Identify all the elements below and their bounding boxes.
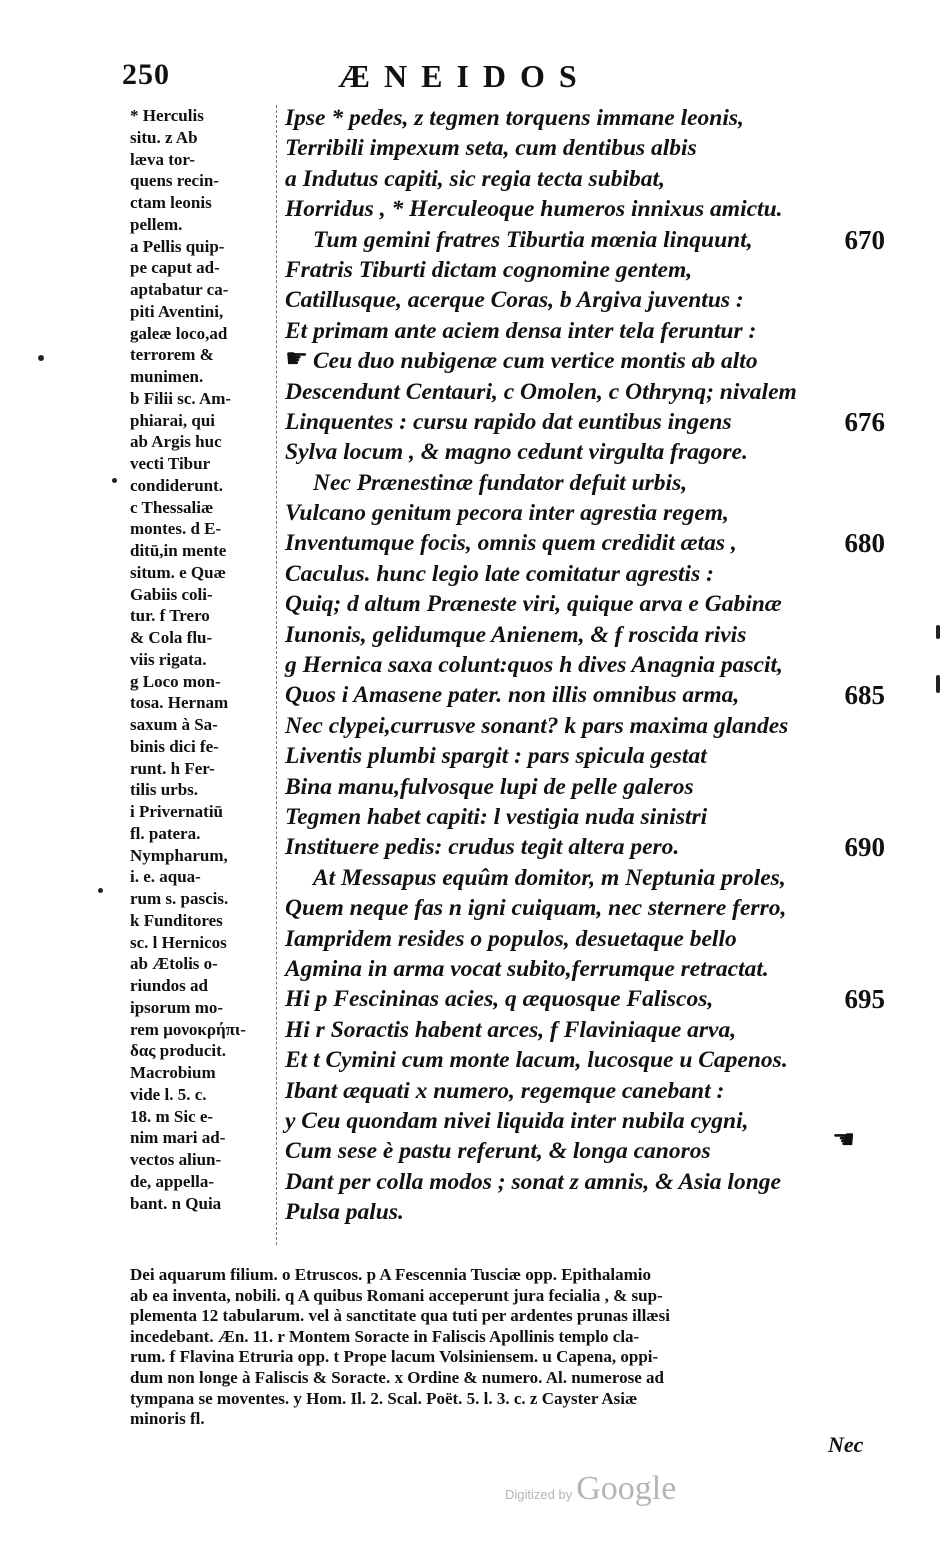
verse-line [285, 1136, 885, 1166]
verse-text: Ibant æquati x numero, regemque canebant : [285, 1077, 725, 1104]
verse-line [285, 103, 885, 133]
verse-text: Bina manu,fulvosque lupi de pelle galeros [285, 773, 694, 800]
side-note-line: binis dici fe- [130, 736, 219, 756]
verse-line [285, 863, 885, 893]
verse-line [285, 285, 885, 315]
line-number: 680 [844, 528, 885, 559]
side-note-line: bant. n Quia [130, 1193, 222, 1213]
verse-line [285, 893, 885, 923]
pointing-hand-icon: ☚ [832, 1125, 856, 1154]
verse-text: Et t Cymini cum monte lacum, lucosque u Capenos. [285, 1047, 788, 1074]
verse-text: y Ceu quondam nivei liquida inter nubila cygni, [285, 1107, 749, 1134]
verse-line [285, 528, 885, 558]
verse-line [285, 711, 885, 741]
side-note-line: δας producit. [130, 1041, 227, 1061]
verse-line [285, 316, 885, 346]
verse-text: At Messapus equûm domitor, m Neptunia proles, [313, 864, 786, 891]
verse-text: Descendunt Centauri, c Omolen, c Othrynq; nivalem [285, 378, 797, 405]
catchword: Nec [828, 1432, 864, 1457]
verse-line [285, 1197, 885, 1227]
verse-text: Sylva locum , & magno cedunt virgulta fragore. [285, 439, 748, 466]
line-number: 676 [844, 406, 885, 437]
verse-text: Linquentes : cursu rapido dat euntibus ingens [285, 408, 732, 435]
verse-text: Catillusque, acerque Coras, b Argiva juventus : [285, 287, 744, 314]
side-note-line: 18. m Sic e- [130, 1106, 214, 1126]
verse-line [285, 1076, 885, 1106]
side-note-line: ipsorum mo- [130, 997, 224, 1017]
verse-text: Ipse * pedes, z tegmen torquens immane leonis, [285, 105, 744, 131]
side-note-line: montes. d E- [130, 519, 222, 539]
verse-line [285, 255, 885, 285]
verse-text: a Indutus capiti, sic regia tecta subibat, [285, 165, 665, 192]
verse-line [285, 133, 885, 163]
verse-text: Nec clypei,currusve sonant? k pars maxima glandes [285, 712, 789, 739]
verse-column [285, 103, 885, 1227]
side-note-line: aptabatur ca- [130, 280, 229, 299]
footnote-line: Dei aquarum filium. o Etruscos. p A Fescennia Tusciæ opp. Epithalamio [130, 1265, 651, 1284]
side-note-line: galeæ loco,ad [130, 323, 228, 343]
ink-speck-mark [936, 675, 940, 693]
verse-line [285, 164, 885, 194]
side-note-line: viis rigata. [130, 649, 207, 669]
verse-line [285, 680, 885, 710]
verse-line [285, 498, 885, 528]
verse-text: Fratris Tiburti dictam cognomine gentem, [285, 256, 693, 283]
footnote-line: rum. f Flavina Etruria opp. t Prope lacum Volsiniensem. u Capena, oppi- [130, 1347, 659, 1367]
side-note-line: riundos ad [130, 976, 208, 995]
verse-line [285, 1045, 885, 1075]
verse-line [285, 559, 885, 589]
footnote-line: incedebant. Æn. 11. r Montem Soracte in Faliscis Apollinis templo cla- [130, 1326, 640, 1346]
line-number: 670 [844, 224, 885, 255]
side-note-line: tosa. Hernam [130, 693, 229, 713]
side-note-line: ctam leonis [130, 193, 212, 212]
verse-line [285, 1106, 885, 1136]
side-note-line: vectos aliun- [130, 1150, 222, 1169]
side-note-line: * Herculis [130, 106, 204, 125]
verse-line [285, 802, 885, 832]
verse-text: Instituere pedis: crudus tegit altera pero. [285, 834, 680, 861]
verse-text: Inventumque focis, omnis quem credidit ætas , [285, 530, 737, 557]
side-note-line: nim mari ad- [130, 1128, 226, 1148]
footnote-line: ab ea inventa, nobili. q A quibus Romani acceperunt jura fecialia , & sup- [130, 1285, 663, 1305]
side-note-line: sc. l Hernicos [130, 932, 227, 952]
verse-line [285, 1167, 885, 1197]
verse-text: Nec Prænestinæ fundator defuit urbis, [313, 469, 688, 496]
side-note-line: læva tor- [130, 149, 195, 169]
line-number: 685 [844, 680, 885, 711]
verse-text: Tegmen habet capiti: l vestigia nuda sinistri [285, 803, 708, 830]
side-note-line: piti Aventini, [130, 301, 224, 321]
side-note-line: i Privernatiū [130, 802, 224, 821]
verse-text: Caculus. hunc legio late comitatur agrestis : [285, 560, 714, 587]
side-note-line: ditū,in mente [130, 541, 227, 560]
footnote-line: dum non longe à Faliscis & Soracte. x Ordine & numero. Al. numerose ad [130, 1367, 664, 1387]
verse-text: Quos i Amasene pater. non illis omnibus arma, [285, 682, 740, 709]
side-note-line: situ. z Ab [130, 127, 198, 147]
side-note-line: situm. e Quæ [130, 562, 226, 582]
side-note-line: tur. f Trero [130, 606, 210, 626]
verse-text: Quiq; d altum Præneste viri, quique arva e Gabinæ [285, 591, 782, 618]
side-note-line: fl. patera. [130, 823, 201, 843]
footnote-line: minoris fl. [130, 1409, 205, 1429]
side-note-line: pe caput ad- [130, 258, 220, 278]
verse-text: g Hernica saxa colunt:quos h dives Anagnia pascit, [285, 652, 783, 679]
side-note-line: g Loco mon- [130, 671, 221, 691]
verse-line [285, 407, 885, 437]
verse-text: Iampridem resides o populos, desuetaque bello [285, 925, 737, 952]
side-note-line: k Funditores [130, 910, 223, 930]
verse-line [285, 589, 885, 619]
side-note-line: de, appella- [130, 1171, 215, 1191]
side-note-line: rum s. pascis. [130, 889, 229, 908]
verse-line [285, 346, 885, 376]
side-note-line: terrorem & [130, 345, 214, 365]
watermark-prefix: Digitized by [505, 1487, 573, 1502]
verse-line [285, 924, 885, 954]
side-note-line: condiderunt. [130, 475, 224, 495]
page-number: 250 [122, 58, 170, 91]
verse-line [285, 437, 885, 467]
verse-line [285, 772, 885, 802]
footnote-line: plementa 12 tabularum. vel à sanctitate qua tuti per ardentes prunas illæsi [130, 1306, 670, 1326]
verse-text: Dant per colla modos ; sonat z amnis, & Asia longe [285, 1168, 781, 1195]
side-note-line: a Pellis quip- [130, 236, 225, 256]
verse-line [285, 650, 885, 680]
side-note-line: vecti Tibur [130, 454, 211, 473]
side-note-line: ab Argis huc [130, 432, 222, 452]
side-note-line: & Cola flu- [130, 628, 213, 647]
line-number: 690 [844, 832, 885, 863]
verse-line [285, 620, 885, 650]
side-note-line: Gabiis coli- [130, 584, 213, 604]
footnotes-block [130, 1265, 880, 1430]
ink-speck-mark [98, 888, 103, 893]
verse-text: Agmina in arma vocat subito,ferrumque retractat. [285, 955, 769, 982]
verse-line [285, 741, 885, 771]
side-note-line: rem μονοκρήπι- [130, 1019, 246, 1039]
verse-text: Vulcano genitum pecora inter agrestia regem, [285, 500, 729, 527]
watermark-brand: Google [576, 1470, 677, 1507]
verse-text: Hi p Fescininas acies, q æquosque Faliscos, [285, 986, 714, 1013]
side-note-line: pellem. [130, 214, 183, 234]
side-note-line: saxum à Sa- [130, 715, 218, 734]
verse-line [285, 1015, 885, 1045]
verse-line [285, 984, 885, 1014]
side-note-line: Nympharum, [130, 845, 228, 865]
verse-line [285, 468, 885, 498]
side-note-line: vide l. 5. c. [130, 1084, 207, 1104]
verse-text: Hi r Soractis habent arces, f Flaviniaque arva, [285, 1016, 737, 1043]
verse-text: Et primam ante aciem densa inter tela feruntur : [285, 317, 757, 344]
verse-line [285, 954, 885, 984]
side-note-line: ab Ætolis o- [130, 954, 218, 974]
side-note-line: phiarai, qui [130, 410, 216, 430]
pointing-hand-icon: ☛ [285, 344, 309, 373]
ink-speck-mark [936, 625, 940, 639]
column-divider [276, 105, 278, 1245]
verse-line [285, 377, 885, 407]
ink-speck-mark [38, 355, 44, 361]
verse-text: Horridus , * Herculeoque humeros innixus amictu. [285, 196, 783, 223]
verse-text: Liventis plumbi spargit : pars spicula gestat [285, 743, 707, 770]
verse-line [285, 194, 885, 224]
verse-text: Quem neque fas n igni cuiquam, nec sternere ferro, [285, 895, 787, 922]
side-note-line: b Filii sc. Am- [130, 388, 232, 408]
side-note-line: quens recin- [130, 171, 219, 191]
verse-line [285, 832, 885, 862]
side-note-line: runt. h Fer- [130, 758, 215, 778]
page-header [0, 58, 947, 98]
verse-text: Ceu duo nubigenæ cum vertice montis ab alto [313, 348, 758, 375]
ink-speck-mark [112, 478, 117, 483]
footnote-line: tympana se moventes. y Hom. Il. 2. Scal. Poët. 5. l. 3. c. z Cayster Asiæ [130, 1388, 638, 1408]
verse-text: Terribili impexum seta, cum dentibus albis [285, 135, 697, 162]
digitized-watermark [505, 1470, 676, 1508]
side-note-line: i. e. aqua- [130, 867, 201, 887]
verse-text: Pulsa palus. [285, 1199, 404, 1226]
side-note-line: munimen. [130, 367, 204, 386]
verse-line [285, 225, 885, 255]
running-title: ÆNEIDOS [338, 58, 591, 94]
side-note-line: Macrobium [130, 1063, 216, 1082]
side-note-line: c Thessaliæ [130, 497, 214, 517]
line-number: 695 [844, 984, 885, 1015]
side-notes-column [130, 105, 270, 1214]
verse-text: Iunonis, gelidumque Anienem, & f roscida rivis [285, 621, 747, 648]
verse-text: Tum gemini fratres Tiburtia mœnia linquunt, [313, 226, 753, 253]
verse-text: Cum sese è pastu referunt, & longa canoros [285, 1138, 711, 1165]
side-note-line: tilis urbs. [130, 780, 199, 800]
